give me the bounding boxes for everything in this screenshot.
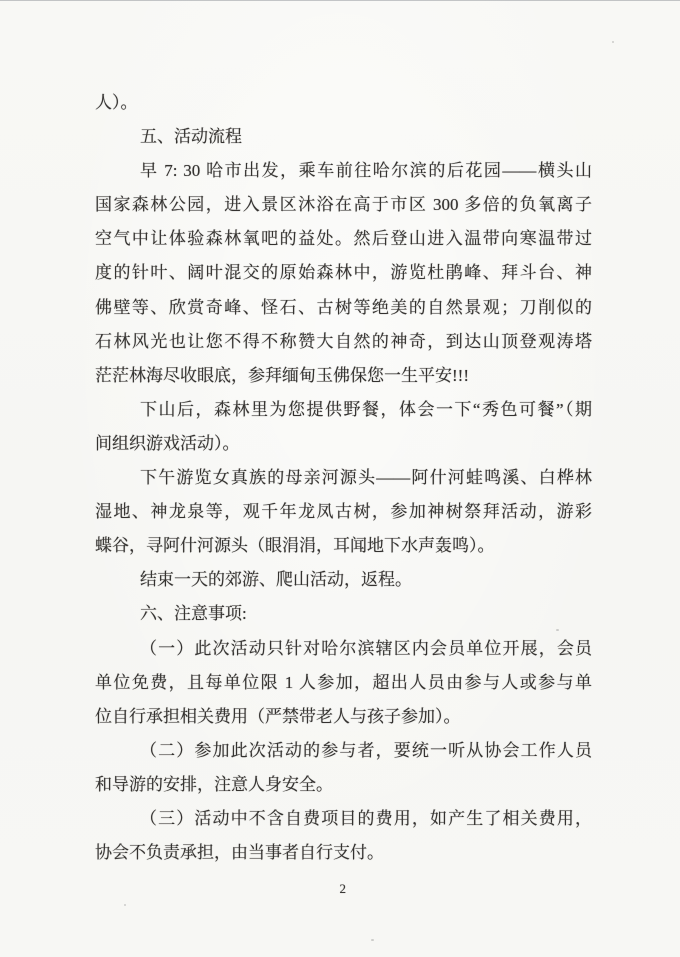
text-line: 度的针叶、阔叶混交的原始森林中，游览杜鹃峰、拜斗台、神 <box>95 263 592 283</box>
text-line: 石林风光也让您不得不称赞大自然的神奇，到达山顶登观涛塔 <box>95 331 592 351</box>
text-line: 蝶谷，寻阿什河源头（眼涓涓，耳闻地下水声轰鸣）。 <box>95 536 495 556</box>
text-line: 下山后，森林里为您提供野餐，体会一下“秀色可餐”（期 <box>140 399 592 419</box>
scan-speck <box>371 939 374 941</box>
text-line: 间组织游戏活动）。 <box>95 433 240 453</box>
text-line: 下午游览女真族的母亲河源头——阿什河蛙鸣溪、白桦林 <box>140 468 592 488</box>
text-line: 空气中让体验森林氧吧的益处。然后登山进入温带向寒温带过 <box>95 229 592 249</box>
text-line: 单位免费，且每单位限 1 人参加，超出人员由参与人或参与单 <box>95 672 592 692</box>
text-line: （一）此次活动只针对哈尔滨辖区内会员单位开展，会员 <box>140 638 592 658</box>
text-line: 国家森林公园，进入景区沐浴在高于市区 300 多倍的负氧离子 <box>95 195 592 215</box>
text-line: 早 7: 30 哈市出发，乘车前往哈尔滨的后花园——横头山 <box>140 161 592 181</box>
text-line: 和导游的安排，注意人身安全。 <box>95 774 333 794</box>
text-line: 五、活动流程 <box>140 127 242 147</box>
text-line: 结束一天的郊游、爬山活动，返程。 <box>140 570 412 590</box>
text-line: 协会不负责承担，由当事者自行支付。 <box>95 843 384 863</box>
scan-speck <box>124 904 126 906</box>
text-line: 六、注意事项: <box>140 604 247 624</box>
scan-speck <box>612 41 614 43</box>
document-body <box>95 86 592 870</box>
text-line: 人）。 <box>95 93 138 112</box>
page-number: 2 <box>339 881 347 896</box>
text-line: 茫茫林海尽收眼底，参拜缅甸玉佛保您一生平安!!! <box>95 365 469 385</box>
text-line: （二）参加此次活动的参与者，要统一听从协会工作人员 <box>140 740 592 760</box>
text-line: 佛壁等、欣赏奇峰、怪石、古树等绝美的自然景观；刀削似的 <box>95 297 592 317</box>
scan-edge-artifact <box>0 0 680 1</box>
text-line: （三）活动中不含自费项目的费用，如产生了相关费用， <box>140 808 592 828</box>
scan-speck <box>556 629 559 631</box>
text-line: 位自行承担相关费用（严禁带老人与孩子参加）。 <box>95 706 461 726</box>
text-line: 湿地、神龙泉等，观千年龙凤古树，参加神树祭拜活动，游彩 <box>95 502 592 522</box>
